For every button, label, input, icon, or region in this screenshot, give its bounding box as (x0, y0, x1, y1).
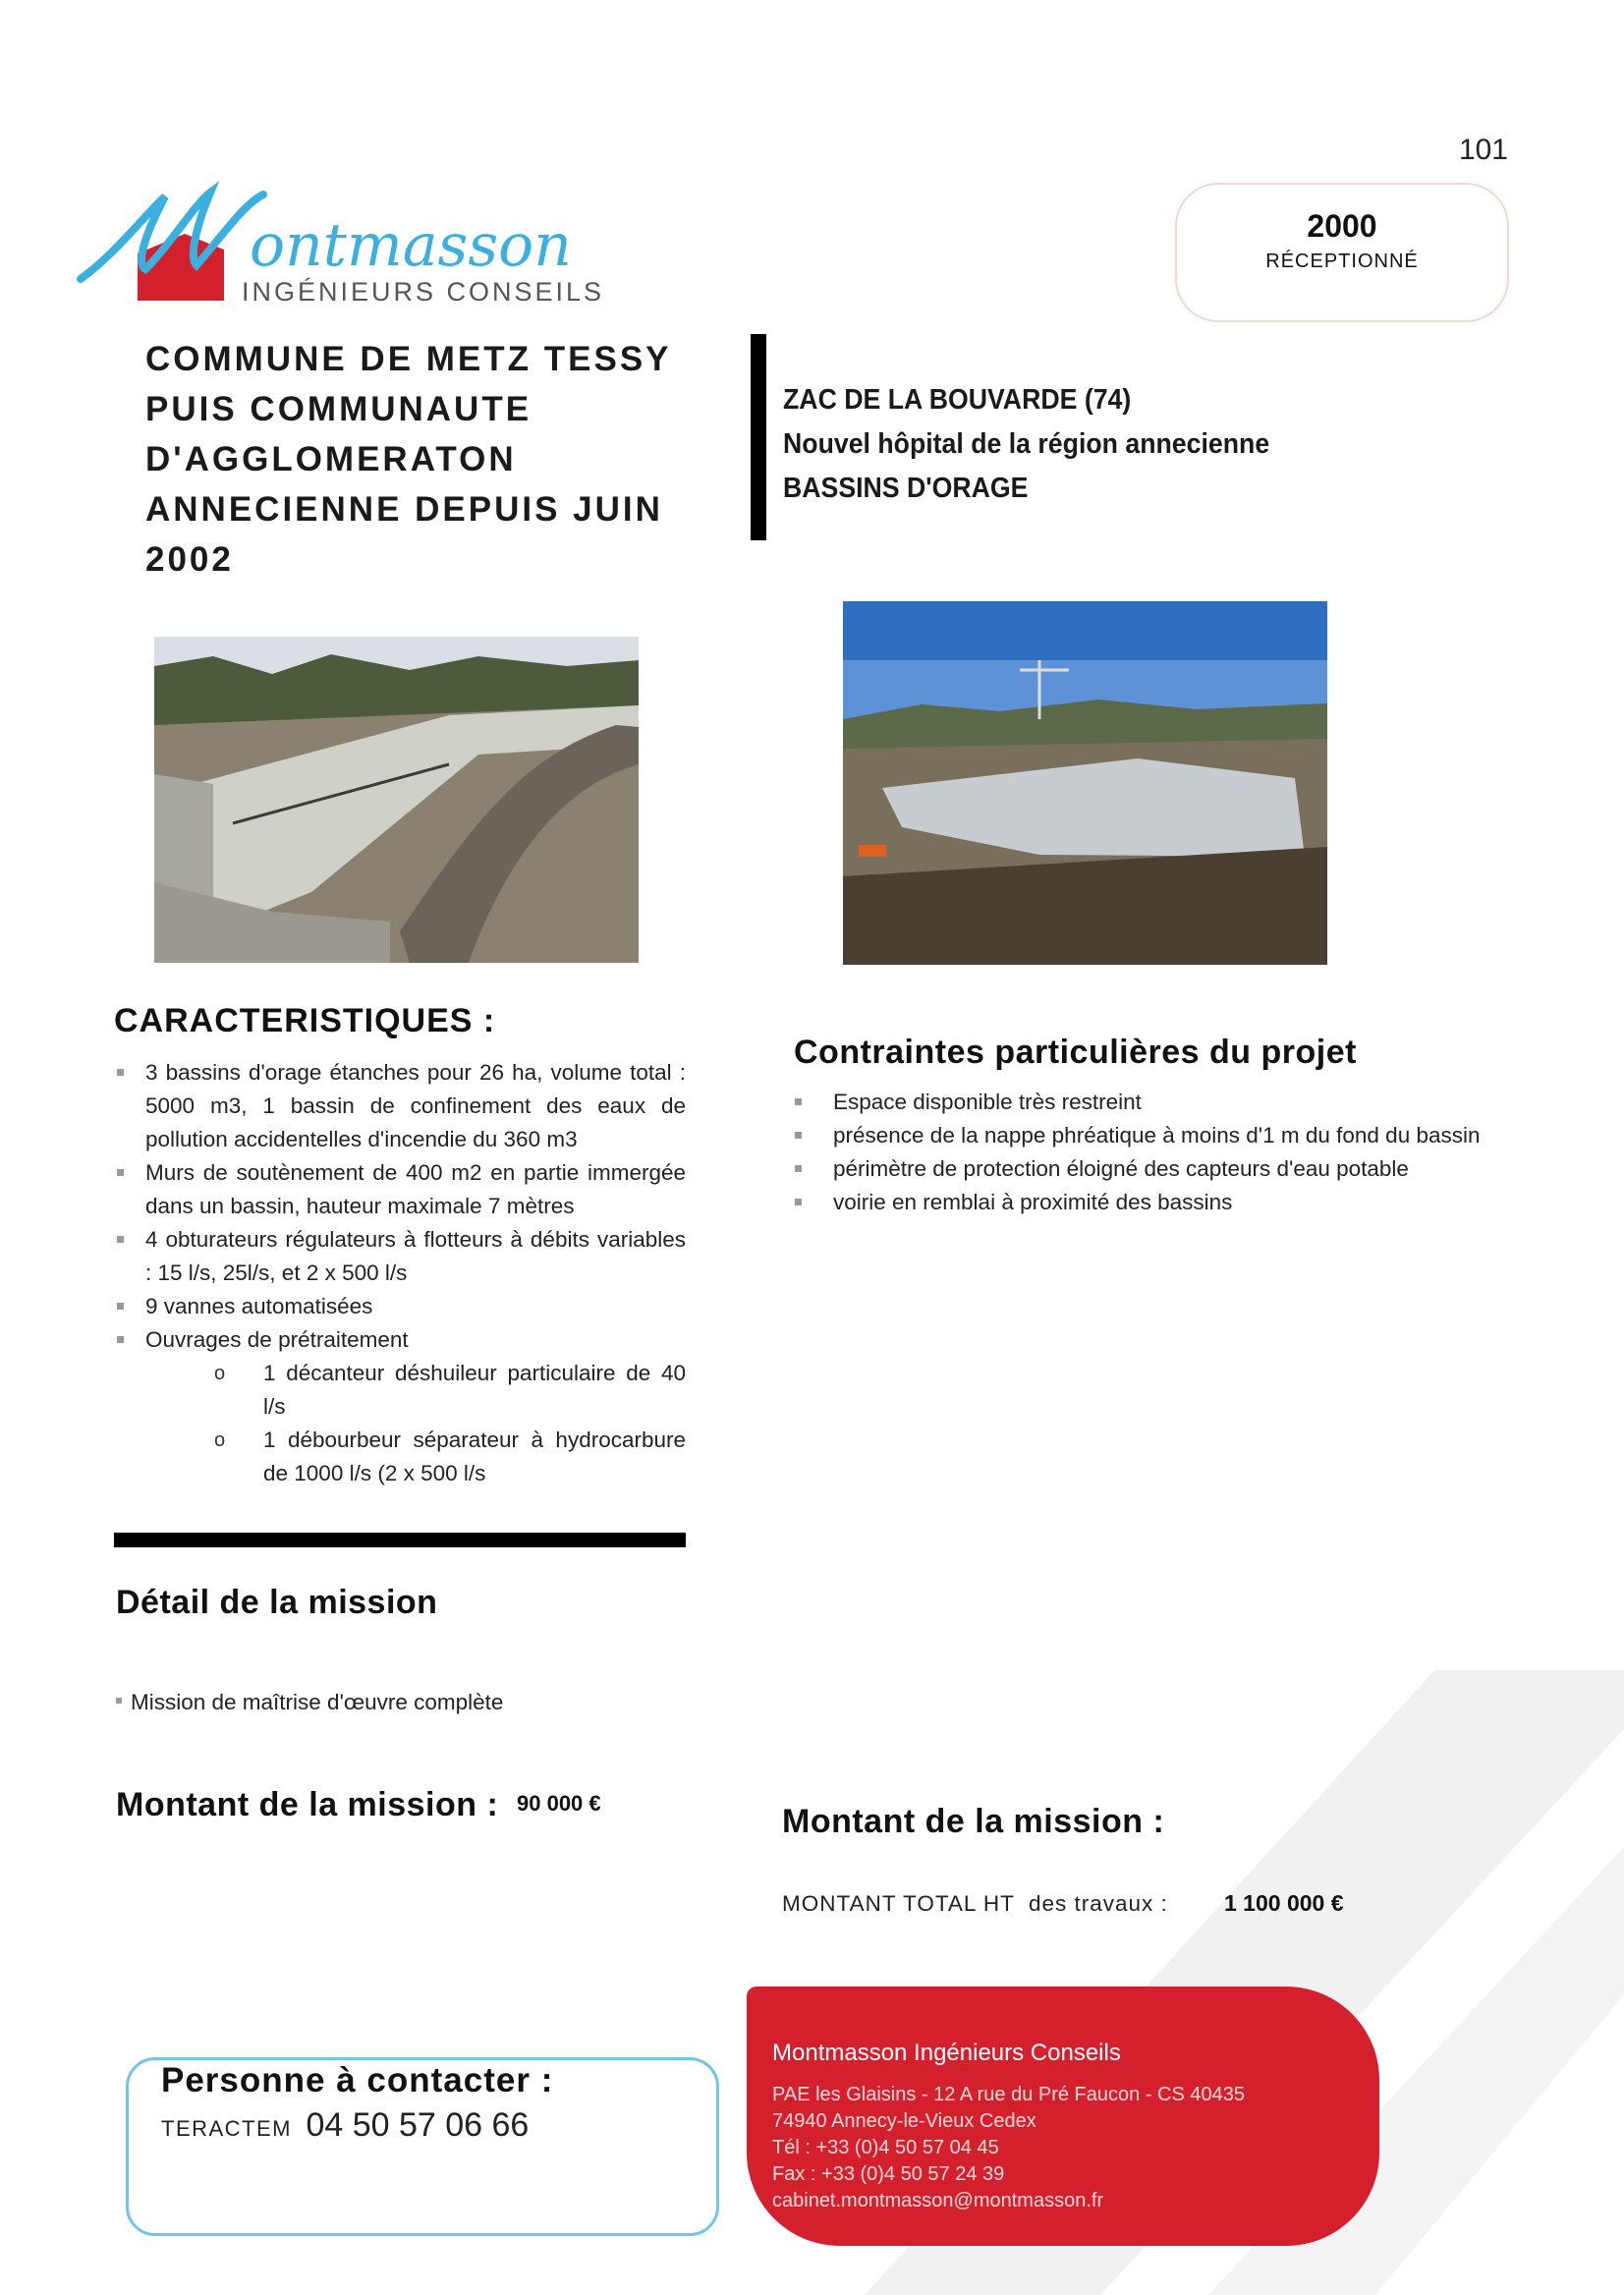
works-amount-heading: Montant de la mission : (782, 1803, 1165, 1840)
list-item: périmètre de protection éloigné des capteurs d'eau potable (792, 1152, 1539, 1186)
contact-heading: Personne à contacter : (161, 2061, 554, 2099)
list-item: présence de la nappe phréatique à moins d'1 m du fond du bassin (792, 1119, 1539, 1152)
contact-name: TERACTEM (161, 2116, 292, 2141)
company-footer (747, 1987, 1379, 2246)
list-item: Espace disponible très restreint (792, 1086, 1539, 1119)
list-item: 4 obturateurs régulateurs à flotteurs à débits variables : 15 l/s, 25l/s, et 2 x 500 l/s (114, 1223, 686, 1290)
footer-address: PAE les Glaisins - 12 A rue du Pré Faucon - CS 40435 (772, 2084, 1245, 2105)
footer-tel: Tél : +33 (0)4 50 57 04 45 (772, 2137, 999, 2158)
works-amount-label: MONTANT TOTAL HT des travaux : (782, 1891, 1168, 1916)
project-title-line: BASSINS D'ORAGE (783, 473, 1029, 504)
mission-item: Mission de maîtrise d'œuvre complète (116, 1690, 503, 1715)
footer-fax: Fax : +33 (0)4 50 57 24 39 (772, 2163, 1005, 2185)
project-title-line: Nouvel hôpital de la région annecienne (783, 428, 1270, 460)
footer-city: 74940 Annecy-le-Vieux Cedex (772, 2110, 1036, 2132)
sub-list-item: o 1 débourbeur séparateur à hydrocarbure de 1000 l/s (2 x 500 l/s (114, 1424, 686, 1490)
list-item: Murs de soutènement de 400 m2 en partie immergée dans un bassin, hauteur maximale 7 mètres (114, 1156, 686, 1223)
list-item: voirie en remblai à proximité des bassins (792, 1186, 1539, 1219)
client-line: D'AGGLOMERATON (145, 440, 517, 478)
contact-details (161, 2106, 529, 2145)
project-title (783, 378, 1269, 511)
client-line: 2002 (145, 540, 234, 579)
title-accent-bar (751, 334, 766, 540)
caracteristiques-list (114, 1056, 686, 1490)
sub-list-item: o 1 décanteur déshuileur particulaire de 40 l/s (114, 1357, 686, 1424)
footer-email[interactable]: cabinet.montmasson@montmasson.fr (772, 2190, 1104, 2211)
footer-company: Montmasson Ingénieurs Conseils (772, 2040, 1121, 2066)
contraintes-heading: Contraintes particulières du projet (794, 1034, 1357, 1071)
client-line: PUIS COMMUNAUTE (145, 390, 532, 428)
client-line: ANNECIENNE DEPUIS JUIN (145, 490, 663, 529)
detail-heading: Détail de la mission (116, 1584, 438, 1621)
logo-subtitle: INGÉNIEURS CONSEILS (242, 277, 605, 307)
mission-amount-heading: Montant de la mission : (116, 1786, 499, 1823)
contact-phone: 04 50 57 06 66 (306, 2106, 530, 2144)
status-box (1175, 183, 1509, 322)
svg-text:ontmasson: ontmasson (250, 211, 572, 280)
project-title-line: ZAC DE LA BOUVARDE (74) (783, 384, 1132, 416)
page-number: 101 (1458, 134, 1508, 166)
status-label: RÉCEPTIONNÉ (1265, 251, 1419, 272)
section-divider (114, 1533, 686, 1547)
mission-amount-value: 90 000 € (517, 1791, 601, 1816)
site-photo-2 (843, 601, 1327, 965)
status-year: 2000 (1307, 208, 1377, 244)
caracteristiques-heading: CARACTERISTIQUES : (114, 1002, 496, 1039)
contraintes-list (792, 1086, 1539, 1219)
client-line: COMMUNE DE METZ TESSY (145, 340, 672, 378)
site-photo-1 (154, 637, 639, 963)
list-item: Ouvrages de prétraitement (114, 1323, 686, 1357)
list-item: 3 bassins d'orage étanches pour 26 ha, volume total : 5000 m3, 1 bassin de confinement des eaux de pollution accidentelles d'incendie du 360 m3 (114, 1056, 686, 1156)
list-item: 9 vannes automatisées (114, 1290, 686, 1323)
works-amount-value: 1 100 000 € (1224, 1890, 1344, 1916)
client-name (145, 334, 696, 585)
